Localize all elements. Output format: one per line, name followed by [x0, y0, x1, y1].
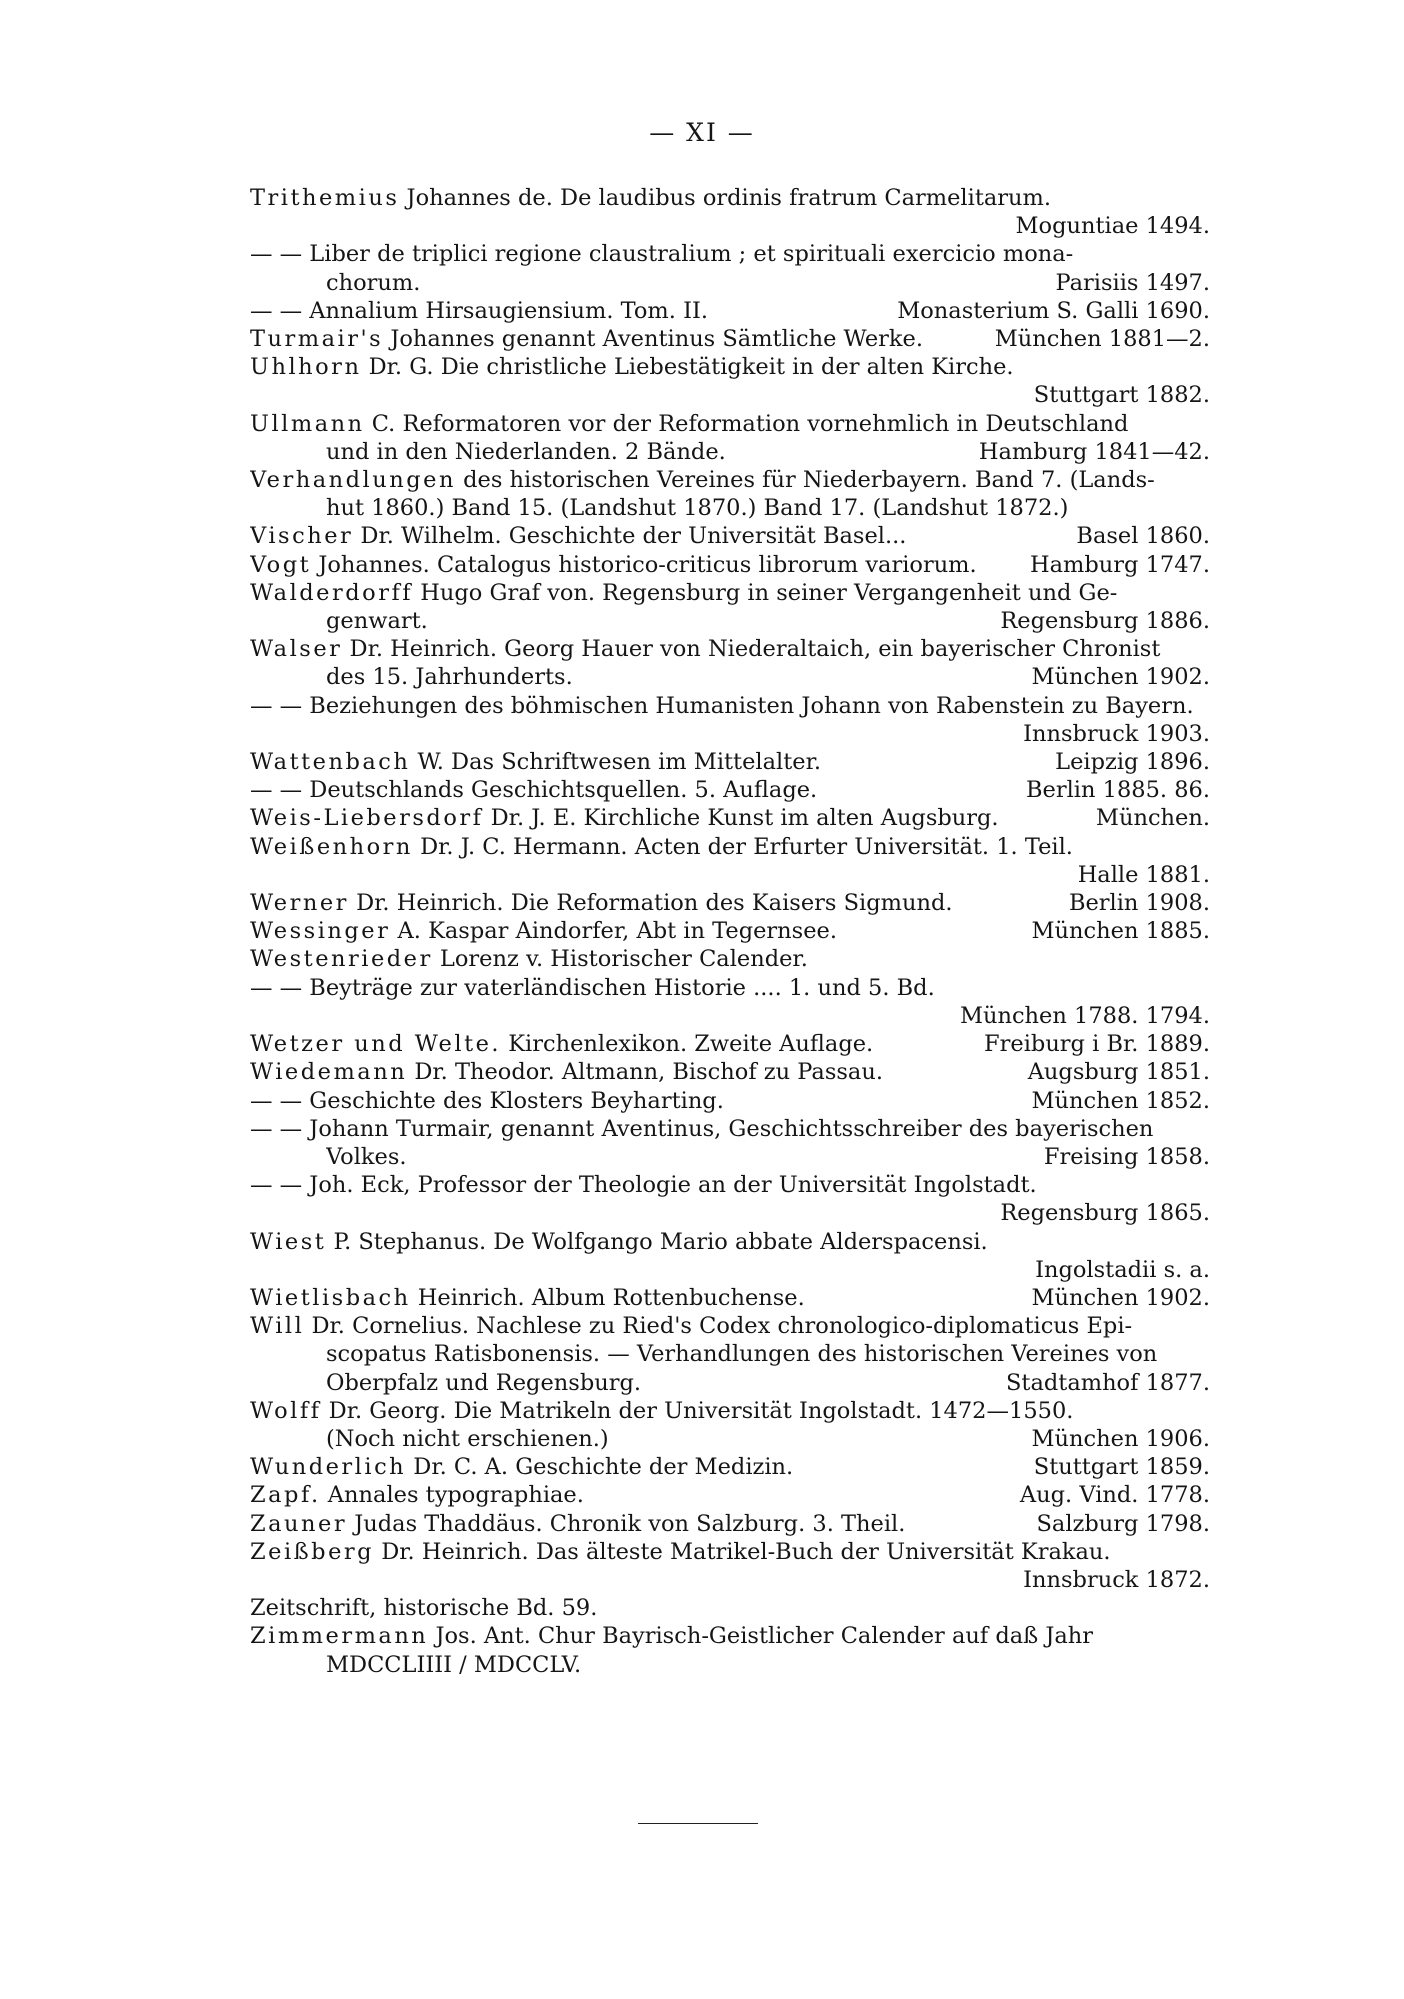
- entry-title: Dr. Heinrich. Georg Hauer von Niederaltaich, ein bayerischer Chronist: [342, 636, 1161, 663]
- entry-title: Hugo Graf von. Regensburg in seiner Vergangenheit und Ge-: [413, 579, 1118, 606]
- entry-line: [250, 381, 1210, 409]
- entry-place-year: Stuttgart 1882.: [1033, 382, 1210, 409]
- entry-author: Zimmermann: [250, 1623, 429, 1650]
- entry-line: [250, 974, 1210, 1002]
- entry-text: [250, 522, 1062, 550]
- bibliography-entry: [250, 1030, 1210, 1058]
- entry-line: [250, 1228, 1210, 1256]
- entry-text: [250, 184, 1210, 212]
- entry-text: [250, 353, 1210, 381]
- entry-text: [250, 1453, 1020, 1481]
- entry-title: und in den Niederlanden. 2 Bände.: [326, 438, 726, 465]
- entry-title: chorum.: [326, 269, 421, 296]
- entry-author: Werner: [250, 890, 349, 917]
- entry-place-year: Parisiis 1497.: [1055, 269, 1210, 296]
- entry-place-year: Halle 1881.: [1077, 861, 1210, 888]
- entry-author: Wolff: [250, 1397, 322, 1424]
- entry-text: [326, 663, 1018, 691]
- entry-place-year: Berlin 1885. 86.: [1026, 777, 1210, 804]
- entry-line: [250, 692, 1210, 720]
- entry-title: A. Kaspar Aindorfer, Abt in Tegernsee.: [390, 918, 838, 945]
- entry-text: [326, 1425, 1018, 1453]
- entry-line: [250, 269, 1210, 297]
- bibliography-entry: [250, 945, 1210, 973]
- entry-text: [250, 1397, 1210, 1425]
- entry-line: [250, 353, 1210, 381]
- entry-line: [250, 1002, 1210, 1030]
- entry-text: [250, 804, 1082, 832]
- entry-line: [250, 1312, 1210, 1340]
- entry-text: [250, 1115, 1210, 1143]
- entry-text: [250, 945, 1210, 973]
- bibliography-entry: [250, 353, 1210, 409]
- entry-line: [250, 607, 1210, 635]
- entry-line: [250, 776, 1210, 804]
- entry-title: Annales typographiae.: [320, 1482, 584, 1509]
- end-rule: [638, 1823, 758, 1824]
- bibliography-entry: [250, 1171, 1210, 1227]
- entry-place-year: Hamburg 1747.: [1030, 551, 1210, 578]
- entry-line: [250, 804, 1210, 832]
- bibliography-entry: [250, 1284, 1210, 1312]
- bibliography-entry: [250, 692, 1210, 748]
- bibliography-entry: [250, 1594, 1210, 1622]
- entry-title: Dr. Georg. Die Matrikeln der Universität Ingolstadt. 1472—1550.: [321, 1397, 1074, 1424]
- entry-place-year: Basel 1860.: [1076, 523, 1210, 550]
- bibliography-entry: [250, 1510, 1210, 1538]
- entry-line: [250, 1340, 1210, 1368]
- entry-title: C. Reformatoren vor der Reformation vornehmlich in Deutschland: [364, 410, 1129, 437]
- entry-title: Judas Thaddäus. Chronik von Salzburg. 3. Theil.: [347, 1510, 906, 1537]
- entry-author: Vogt: [250, 551, 312, 578]
- entry-text: [250, 1594, 1210, 1622]
- entry-line: [250, 466, 1210, 494]
- entry-line: [250, 1143, 1210, 1171]
- entry-author: Wetzer und Welte.: [250, 1031, 502, 1058]
- bibliography-entry: [250, 1312, 1210, 1397]
- entry-place-year: Stuttgart 1859.: [1033, 1454, 1210, 1481]
- entry-title: Johannes de. De laudibus ordinis fratrum Carmelitarum.: [399, 185, 1052, 211]
- entry-author: Will: [250, 1313, 305, 1340]
- entry-title: Dr. Heinrich. Die Reformation des Kaisers Sigmund.: [348, 890, 953, 917]
- entry-author: Walderdorff: [250, 579, 414, 606]
- entry-text: [326, 1143, 1030, 1171]
- entry-line: [250, 494, 1210, 522]
- entry-line: [250, 1256, 1210, 1284]
- entry-text: [250, 1510, 1023, 1538]
- entry-author: Ullmann: [250, 410, 365, 437]
- entry-place-year: München 1881—2.: [994, 326, 1210, 353]
- entry-text: [250, 551, 1016, 579]
- entry-line: [250, 438, 1210, 466]
- entry-title: Kirchenlexikon. Zweite Auflage.: [501, 1031, 874, 1058]
- entry-title: Dr. Heinrich. Das älteste Matrikel-Buch der Universität Krakau.: [374, 1538, 1111, 1565]
- entry-title: — — Annalium Hirsaugiensium. Tom. II.: [250, 297, 708, 324]
- bibliography-entry: [250, 1058, 1210, 1086]
- entry-text: [326, 1340, 1210, 1368]
- bibliography-entry: [250, 325, 1210, 353]
- entry-text: [250, 833, 1210, 861]
- entry-place-year: Moguntiae 1494.: [1015, 213, 1210, 240]
- entry-title: des historischen Vereines für Niederbayern. Band 7. (Lands-: [455, 467, 1155, 494]
- entry-line: [250, 1594, 1210, 1622]
- entry-line: [250, 663, 1210, 691]
- entry-title: W. Das Schriftwesen im Mittelalter.: [410, 749, 822, 776]
- entry-text: [250, 1538, 1210, 1566]
- entry-line: [250, 1481, 1210, 1509]
- entry-author: Walser: [250, 636, 343, 663]
- entry-place-year: Berlin 1908.: [1068, 890, 1210, 917]
- entry-place-year: München 1885.: [1031, 918, 1210, 945]
- entry-place-year: München 1902.: [1031, 1284, 1210, 1311]
- entry-line: [250, 212, 1210, 240]
- entry-title: Dr. Cornelius. Nachlese zu Ried's Codex chronologico-diplomaticus Epi-: [304, 1313, 1133, 1340]
- entry-place-year: München 1902.: [1031, 664, 1210, 691]
- bibliography-entry: [250, 1453, 1210, 1481]
- entry-text: [326, 438, 965, 466]
- entry-line: [250, 1171, 1210, 1199]
- entry-title: Johannes genannt Aventinus Sämtliche Werke.: [383, 326, 924, 353]
- entry-title: — — Geschichte des Klosters Beyharting.: [250, 1087, 724, 1114]
- entry-text: [326, 1651, 1210, 1679]
- bibliography-entry: [250, 1087, 1210, 1115]
- entry-text: [250, 410, 1210, 438]
- entry-author: Zauner: [250, 1510, 348, 1537]
- entry-line: [250, 1538, 1210, 1566]
- entry-text: [326, 1369, 992, 1397]
- entry-place-year: Ingolstadii s. a.: [1035, 1256, 1210, 1283]
- entry-text: [250, 1171, 1210, 1199]
- bibliography-entry: [250, 551, 1210, 579]
- entry-title: Dr. J. C. Hermann. Acten der Erfurter Universität. 1. Teil.: [412, 833, 1073, 860]
- entry-title: Jos. Ant. Chur Bayrisch-Geistlicher Calender auf daß Jahr: [428, 1623, 1094, 1650]
- entry-text: [250, 1481, 1006, 1509]
- entry-author: Turmair's: [250, 326, 384, 353]
- bibliography-entry: [250, 297, 1210, 325]
- entry-line: [250, 748, 1210, 776]
- entry-text: [250, 1622, 1210, 1650]
- entry-author: Wessinger: [250, 918, 391, 945]
- entry-line: [250, 833, 1210, 861]
- entry-line: [250, 410, 1210, 438]
- entry-text: [250, 1058, 1014, 1086]
- entry-author: Weißenhorn: [250, 833, 413, 860]
- entry-place-year: München 1852.: [1031, 1087, 1210, 1114]
- bibliography-entry: [250, 1228, 1210, 1284]
- bibliography-entry: [250, 974, 1210, 1030]
- bibliography-entry: [250, 1481, 1210, 1509]
- entry-place-year: München.: [1095, 805, 1210, 832]
- entry-title: scopatus Ratisbonensis. — Verhandlungen des historischen Vereines von: [326, 1341, 1158, 1368]
- entry-text: [250, 974, 1210, 1002]
- entry-title: — — Beziehungen des böhmischen Humanisten Johann von Rabenstein zu Bayern.: [250, 692, 1194, 719]
- entry-line: [250, 1115, 1210, 1143]
- entry-author: Wiedemann: [250, 1059, 408, 1086]
- bibliography-entry: [250, 833, 1210, 889]
- bibliography-entry: [250, 522, 1210, 550]
- entry-line: [250, 1058, 1210, 1086]
- entry-title: Dr. C. A. Geschichte der Medizin.: [406, 1454, 794, 1481]
- entry-line: [250, 917, 1210, 945]
- entry-line: [250, 1369, 1210, 1397]
- entry-author: Zeißberg: [250, 1538, 375, 1565]
- entry-title: Dr. J. E. Kirchliche Kunst im alten Augsburg.: [483, 805, 999, 832]
- entry-title: hut 1860.) Band 15. (Landshut 1870.) Band 17. (Landshut 1872.): [326, 495, 1069, 522]
- entry-text: [250, 297, 883, 325]
- entry-text: [250, 1030, 970, 1058]
- entry-place-year: München 1788. 1794.: [959, 1002, 1210, 1029]
- entry-place-year: Leipzig 1896.: [1055, 749, 1210, 776]
- entry-title: MDCCLIIII / MDCCLV.: [326, 1651, 582, 1678]
- entry-title: — — Beyträge zur vaterländischen Historie .... 1. und 5. Bd.: [250, 974, 935, 1001]
- entry-title: Lorenz v. Historischer Calender.: [432, 946, 808, 973]
- entry-line: [250, 1199, 1210, 1227]
- entry-place-year: Hamburg 1841—42.: [978, 438, 1210, 465]
- entry-text: [250, 1284, 1018, 1312]
- entry-text: [250, 748, 1041, 776]
- entry-title: Volkes.: [326, 1143, 407, 1170]
- entry-author: Wattenbach: [250, 749, 411, 776]
- entry-text: [250, 325, 981, 353]
- entry-place-year: Augsburg 1851.: [1027, 1059, 1210, 1086]
- bibliography-entry: [250, 917, 1210, 945]
- entry-line: [250, 325, 1210, 353]
- bibliography-entry: [250, 1115, 1210, 1171]
- entry-line: [250, 1651, 1210, 1679]
- entry-line: [250, 1622, 1210, 1650]
- entry-place-year: Freising 1858.: [1043, 1143, 1210, 1170]
- entry-line: [250, 240, 1210, 268]
- entry-title: — — Deutschlands Geschichtsquellen. 5. Auflage.: [250, 777, 818, 804]
- bibliography-entry: [250, 804, 1210, 832]
- entry-place-year: Freiburg i Br. 1889.: [984, 1031, 1210, 1058]
- entry-place-year: Innsbruck 1872.: [1023, 1566, 1210, 1593]
- entry-place-year: Aug. Vind. 1778.: [1019, 1482, 1210, 1509]
- entry-text: [250, 692, 1210, 720]
- entry-line: [250, 1284, 1210, 1312]
- entry-title: Oberpfalz und Regensburg.: [326, 1369, 642, 1396]
- entry-author: Vischer: [250, 523, 354, 550]
- page-number: — XI —: [649, 118, 755, 147]
- bibliography-entry: [250, 410, 1210, 466]
- bibliography-entry: [250, 889, 1210, 917]
- entry-text: [250, 917, 1018, 945]
- bibliography-entry: [250, 748, 1210, 776]
- entry-title: genwart.: [326, 608, 428, 635]
- bibliography-entry: [250, 1397, 1210, 1453]
- entry-line: [250, 551, 1210, 579]
- entry-author: Westenrieder: [250, 946, 433, 973]
- entry-line: [250, 1397, 1210, 1425]
- entry-text: [250, 579, 1210, 607]
- bibliography-entry: [250, 579, 1210, 635]
- entry-place-year: Innsbruck 1903.: [1023, 720, 1210, 747]
- entry-text: [250, 889, 1055, 917]
- entry-text: [250, 240, 1210, 268]
- entry-author: Verhandlungen: [250, 467, 456, 494]
- entry-line: [250, 1510, 1210, 1538]
- entry-title: Heinrich. Album Rottenbuchense.: [410, 1284, 805, 1311]
- entry-text: [326, 494, 1210, 522]
- bibliography-entry: [250, 776, 1210, 804]
- entry-title: — — Johann Turmair, genannt Aventinus, Geschichtsschreiber des bayerischen: [250, 1115, 1154, 1142]
- entry-title: P. Stephanus. De Wolfgango Mario abbate Alderspacensi.: [326, 1228, 988, 1255]
- entry-title: Dr. Theodor. Altmann, Bischof zu Passau.: [407, 1059, 883, 1086]
- entry-title: — — Liber de triplici regione claustralium ; et spirituali exercicio mona-: [250, 241, 1074, 268]
- bibliography-list: [250, 184, 1210, 1679]
- entry-line: [250, 889, 1210, 917]
- entry-line: [250, 1030, 1210, 1058]
- entry-line: [250, 861, 1210, 889]
- entry-text: [326, 607, 986, 635]
- bibliography-entry: [250, 1622, 1210, 1678]
- entry-line: [250, 945, 1210, 973]
- entry-author: Wunderlich: [250, 1454, 407, 1481]
- entry-line: [250, 635, 1210, 663]
- entry-text: [250, 1087, 1018, 1115]
- entry-text: [250, 1228, 1210, 1256]
- entry-line: [250, 1453, 1210, 1481]
- entry-author: Uhlhorn: [250, 354, 362, 381]
- entry-title: Zeitschrift, historische Bd. 59.: [250, 1595, 598, 1622]
- bibliography-entry: [250, 184, 1210, 240]
- entry-place-year: Stadtamhof 1877.: [1006, 1369, 1210, 1396]
- entry-title: Dr. Wilhelm. Geschichte der Universität Basel...: [353, 523, 907, 550]
- entry-line: [250, 297, 1210, 325]
- entry-title: Dr. G. Die christliche Liebestätigkeit in der alten Kirche.: [361, 354, 1014, 381]
- entry-place-year: München 1906.: [1031, 1425, 1210, 1452]
- entry-line: [250, 1087, 1210, 1115]
- entry-text: [326, 269, 1041, 297]
- entry-place-year: Salzburg 1798.: [1036, 1510, 1210, 1537]
- entry-title: Johannes. Catalogus historico-criticus librorum variorum.: [311, 551, 977, 578]
- bibliography-entry: [250, 240, 1210, 296]
- entry-line: [250, 720, 1210, 748]
- entry-author: Trithemius: [250, 185, 400, 211]
- entry-line: [250, 522, 1210, 550]
- entry-place-year: Monasterium S. Galli 1690.: [897, 297, 1210, 324]
- entry-author: Wiest: [250, 1228, 327, 1255]
- entry-text: [250, 776, 1012, 804]
- entry-author: Weis-Liebersdorf: [250, 805, 484, 832]
- entry-text: [250, 1312, 1210, 1340]
- entry-line: [250, 184, 1210, 212]
- entry-line: [250, 579, 1210, 607]
- entry-author: Wietlisbach: [250, 1284, 411, 1311]
- entry-title: des 15. Jahrhunderts.: [326, 664, 573, 691]
- entry-place-year: Regensburg 1886.: [1000, 608, 1210, 635]
- entry-text: [250, 635, 1210, 663]
- bibliography-entry: [250, 635, 1210, 691]
- bibliography-entry: [250, 466, 1210, 522]
- entry-author: Zapf.: [250, 1482, 321, 1509]
- entry-title: (Noch nicht erschienen.): [326, 1425, 609, 1452]
- entry-place-year: Regensburg 1865.: [1000, 1200, 1210, 1227]
- entry-text: [250, 466, 1210, 494]
- entry-title: — — Joh. Eck, Professor der Theologie an der Universität Ingolstadt.: [250, 1172, 1037, 1199]
- entry-line: [250, 1566, 1210, 1594]
- bibliography-entry: [250, 1538, 1210, 1594]
- entry-line: [250, 1425, 1210, 1453]
